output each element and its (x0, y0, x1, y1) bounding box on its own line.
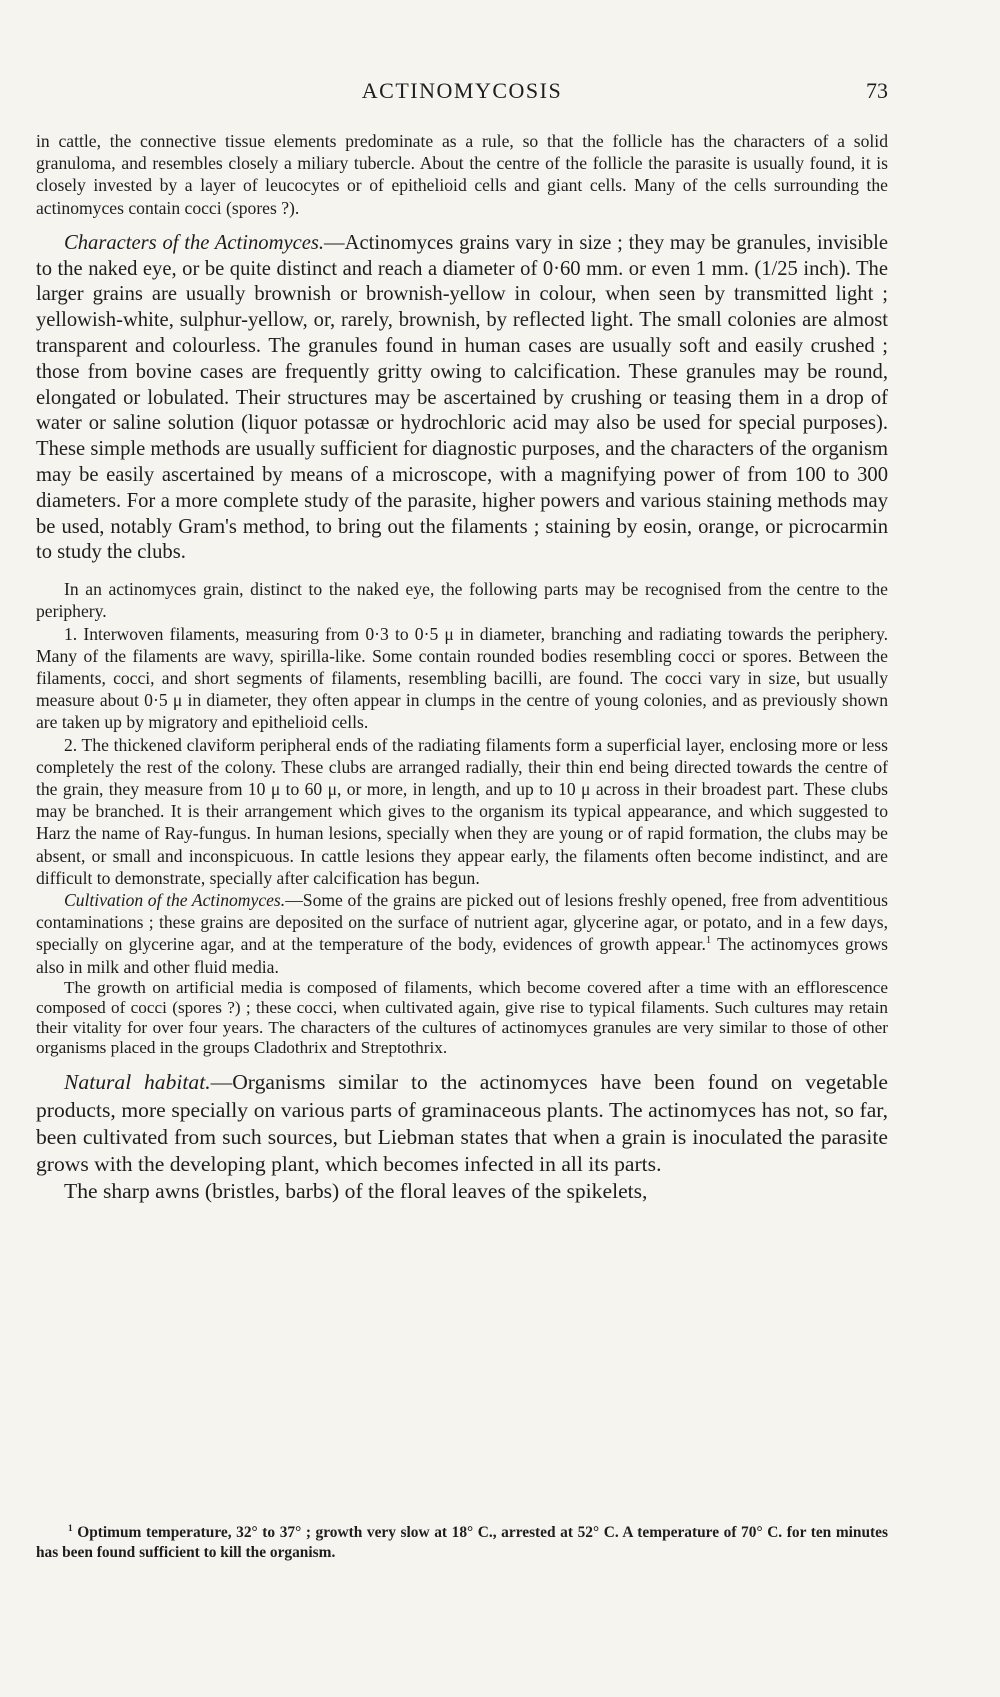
paragraph-cultivation (36, 889, 888, 978)
paragraph-habitat (36, 1069, 888, 1178)
running-title: ACTINOMYCOSIS (361, 78, 563, 103)
paragraph-habitat-text: —Organisms similar to the actinomyces have been found on vegetable products, more specially on various parts of graminaceous plants. The actinomyces has not, so far, been cultivated from such sources, but Liebman states that when a grain is inoculated the parasite grows with the developing plant, which becomes infected in all its parts. (36, 1070, 889, 1177)
page-body (36, 130, 888, 1205)
footnote (36, 1523, 888, 1563)
paragraph-grain-parts: In an actinomyces grain, distinct to the naked eye, the following parts may be recognised from the centre to the periphery. (36, 579, 888, 622)
paragraph-cultivation-text-a: —Some of the grains are picked out of lesions freshly opened, free from adventitious contaminations ; these grains are deposited on the surface of nutrient agar, glycerine agar, or potato, and in a few days, specially on glycerine agar, and at the temperature of the body, evidences of growth appear. (36, 890, 888, 955)
list-item-clubs: 2. The thickened claviform peripheral ends of the radiating filaments form a superficial layer, enclosing more or less completely the rest of the colony. These clubs are arranged radially, their thin end being directed towards the centre of the grain, they measure from 10 μ to 60 μ, or more, in length, and up to 10 μ across in their broadest part. These clubs may be branched. It is their arrangement which gives to the organism its typical appearance, and which suggested to Harz the name of Ray-fungus. In human lesions, specially when they are young or of rapid formation, the clubs may be absent, or small and inconspicuous. In cattle lesions they appear early, the filaments often become indistinct, and are difficult to demonstrate, specially after calcification has begun. (36, 734, 888, 888)
paragraph-awns: The sharp awns (bristles, barbs) of the floral leaves of the spikelets, (64, 1179, 648, 1204)
page-number: 73 (866, 78, 888, 103)
page-header (36, 74, 888, 108)
paragraph-characters (36, 231, 888, 566)
section-heading-habitat: Natural habitat. (64, 1070, 211, 1095)
list-item-filaments: 1. Interwoven filaments, measuring from 0·3 to 0·5 μ in diameter, branching and radiating towards the periphery. Many of the filaments are wavy, spirilla-like. Some contain rounded bodies resembling cocci or spores. Between the filaments, cocci, and short segments of filaments, resembling bacilli, are found. The cocci vary in size, but usually measure about 0·5 μ in diameter, they often appear in clumps in the centre of young colonies, and as previously shown are taken up by migratory and epithelioid cells. (36, 623, 888, 733)
footnote-reference: 1 (705, 935, 712, 947)
footnote-marker: 1 (68, 1522, 73, 1533)
paragraph-cultivation-text-b: The actinomyces grows also in milk and other fluid media. (36, 934, 888, 977)
paragraph-follicle: in cattle, the connective tissue elements predominate as a rule, so that the follicle has the characters of a solid granuloma, and resembles closely a miliary tubercle. About the centre of the follicle the parasite is usually found, it is closely invested by a layer of leucocytes or of epithelioid cells and giant cells. Many of the cells surrounding the actinomyces contain cocci (spores ?). (36, 131, 888, 218)
section-heading-cultivation: Cultivation of the Actinomyces. (64, 890, 286, 911)
paragraph-characters-text: —Actinomyces grains vary in size ; they may be granules, invisible to the naked eye, or be quite distinct and reach a diameter of 0·60 mm. or even 1 mm. (1/25 inch). The larger grains are usually brownish or brownish-yellow in colour, when seen by transmitted light ; yellowish-white, sulphur-yellow, or, rarely, brownish, by reflected light. The small colonies are almost transparent and colourless. The granules found in human cases are usually soft and easily crushed ; those from bovine cases are frequently gritty owing to calcification. These granules may be round, elongated or lobulated. Their structures may be ascertained by crushing or teasing them in a drop of water or saline solution (liquor potassæ or hydrochloric acid may also be used for special purposes). These simple methods are usually sufficient for diagnostic purposes, and the characters of the organism may be easily ascertained by means of a microscope, with a magnifying power of from 100 to 300 diameters. For a more complete study of the parasite, higher powers and various staining methods may be used, notably Gram's method, to bring out the filaments ; staining by eosin, orange, or picrocarmin to study the clubs. (36, 231, 888, 564)
footnote-text: Optimum temperature, 32° to 37° ; growth very slow at 18° C., arrested at 52° C. A temperature of 70° C. for ten minutes has been found sufficient to kill the organism. (36, 1524, 888, 1561)
paragraph-growth: The growth on artificial media is composed of filaments, which become covered after a time with an efflorescence composed of cocci (spores ?) ; these cocci, when cultivated again, give rise to typical filaments. Such cultures may retain their vitality for over four years. The characters of the cultures of actinomyces granules are very similar to those of other organisms placed in the groups Cladothrix and Streptothrix. (36, 977, 888, 1057)
section-heading-characters: Characters of the Actinomyces. (64, 231, 325, 254)
